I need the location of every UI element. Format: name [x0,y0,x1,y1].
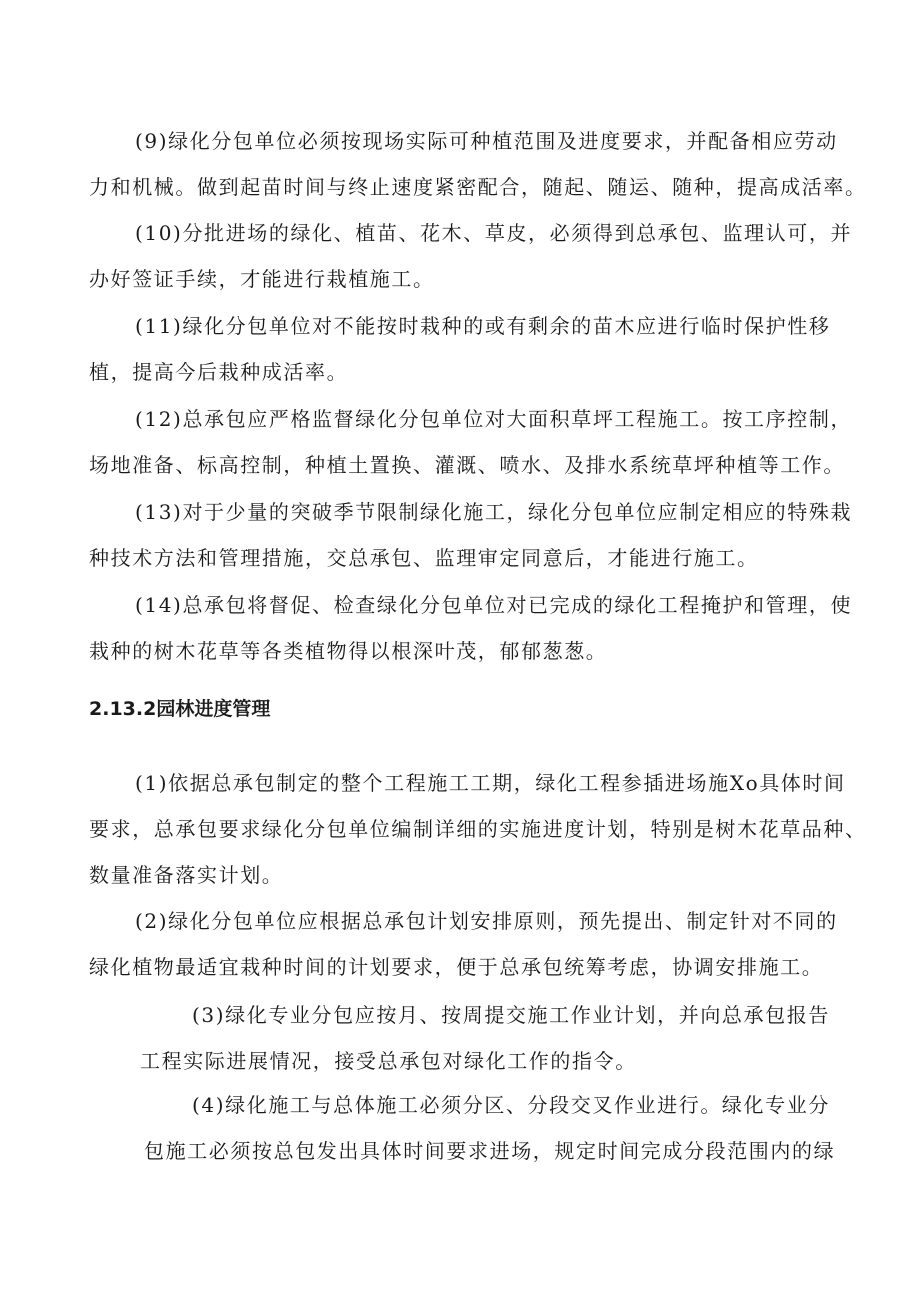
paragraph-11 [89,303,830,395]
paragraph-line: (11)绿化分包单位对不能按时栽种的或有剩余的苗木应进行临时保护性移 [135,314,831,338]
paragraph-line: (10)分批进场的绿化、植苗、花木、草皮，必须得到总承包、监理认可，并 [135,221,853,245]
paragraph-line: 绿化植物最适宜栽种时间的计划要求，便于总承包统筹考虑，协调安排施工。 [89,955,824,979]
paragraph-line: 场地准备、标高控制，种植土置换、灌溉、喷水、及排水系统草坪种植等工作。 [89,453,845,477]
paragraph-line: 力和机械。做到起苗时间与终止速度紧密配合，随起、随运、随种，提高成活率。 [89,175,867,199]
paragraph-line: 包施工必须按总包发出具体时间要求进场，规定时间完成分段范围内的绿 [144,1139,836,1163]
paragraph-line: 办好签证手续，才能进行栽植施工。 [89,267,435,291]
paragraph-line: 数量准备落实计划。 [89,863,284,887]
paragraph-line: (4)绿化施工与总体施工必须分区、分段交叉作业进行。绿化专业分 [192,1093,830,1117]
paragraph-line: 要求，总承包要求绿化分包单位编制详细的实施进度计划，特别是树木花草品种、 [89,817,867,841]
paragraph-line: (14)总承包将督促、检查绿化分包单位对已完成的绿化工程掩护和管理，使 [135,593,853,617]
section-paragraph-3 [140,992,830,1084]
paragraph-line: (13)对于少量的突破季节限制绿化施工，绿化分包单位应制定相应的特殊栽 [135,500,853,524]
paragraph-line: (3)绿化专业分包应按月、按周提交施工作业计划，并向总承包报告 [192,1003,830,1027]
section-paragraph-1 [89,760,867,898]
paragraph-12 [89,396,852,488]
section-heading: 2.13.2园林进度管理 [89,698,271,720]
section-paragraph-4 [144,1082,835,1174]
paragraph-14 [89,582,852,674]
paragraph-line: (2)绿化分包单位应根据总承包计划安排原则，预先提出、制定针对不同的 [135,909,838,933]
paragraph-line: 植，提高今后栽种成活率。 [89,360,349,384]
section-paragraph-2 [89,898,838,990]
paragraph-line: 栽种的树木花草等各类植物得以根深叶茂，郁郁葱葱。 [89,639,608,663]
paragraph-13 [89,489,852,581]
paragraph-line: 种技术方法和管理措施，交总承包、监理审定同意后，才能进行施工。 [89,546,759,570]
paragraph-line: (9)绿化分包单位必须按现场实际可种植范围及进度要求，并配备相应劳动 [135,129,838,153]
paragraph-line: (12)总承包应严格监督绿化分包单位对大面积草坪工程施工。按工序控制， [135,407,853,431]
paragraph-line: (1)依据总承包制定的整个工程施工工期，绿化工程参插进场施Xo具体时间 [135,771,846,795]
paragraph-10 [89,210,852,302]
paragraph-9 [89,118,867,210]
paragraph-line: 工程实际进展情况，接受总承包对绿化工作的指令。 [140,1049,637,1073]
